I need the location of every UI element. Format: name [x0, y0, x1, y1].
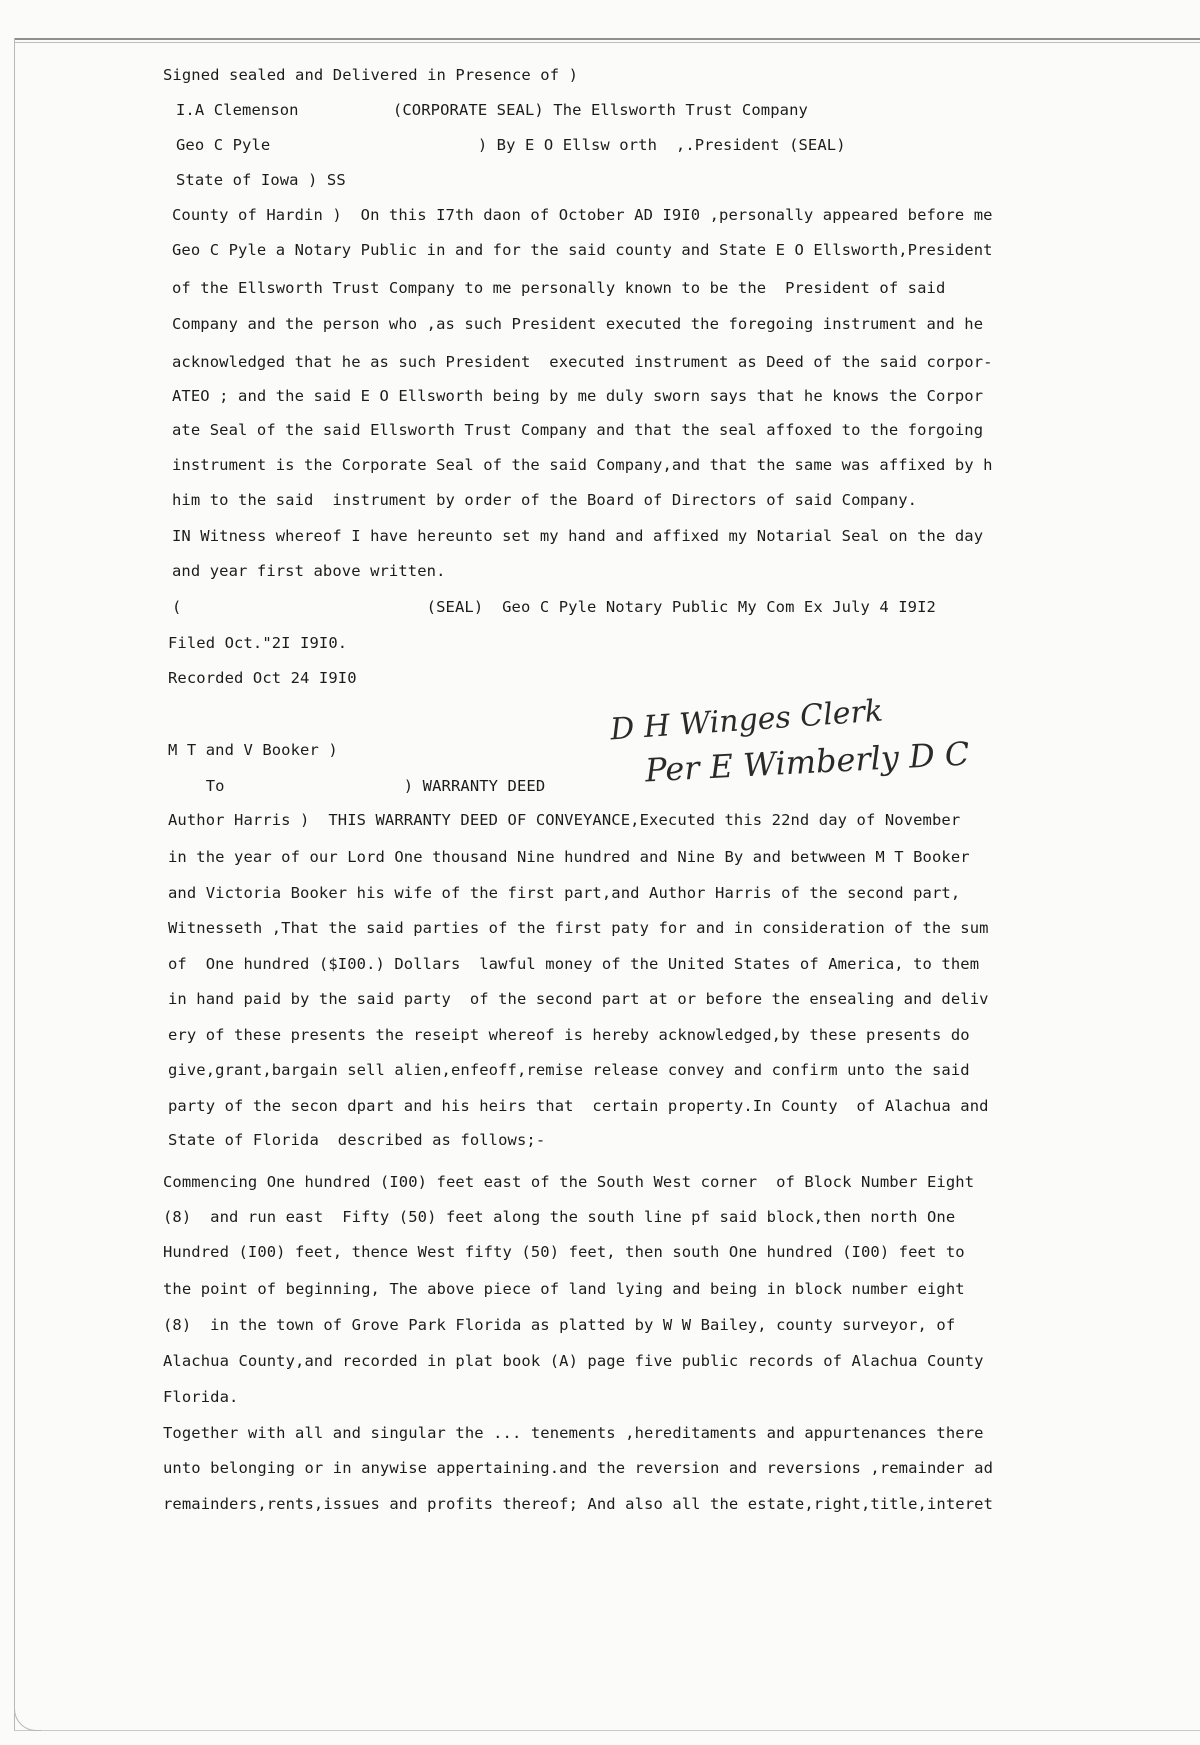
property-description-line: Alachua County,and recorded in plat book (A) page five public records of Alachua County: [163, 1352, 984, 1370]
top-border: [14, 38, 1200, 40]
grantor-line: M T and V Booker ): [168, 741, 338, 759]
witness-pyle-line: Geo C Pyle ) By E O Ellsw orth ,.President (SEAL): [176, 136, 846, 154]
deed-body-line: party of the secon dpart and his heirs that certain property.In County of Alachua and: [168, 1097, 989, 1115]
filed-date: Filed Oct."2I I9I0.: [168, 634, 348, 652]
notary-seal-line: ( (SEAL) Geo C Pyle Notary Public My Com Ex July 4 I9I2: [172, 598, 936, 616]
bottom-left-corner: [14, 1704, 41, 1731]
property-description-line: the point of beginning, The above piece of land lying and being in block number eight: [163, 1280, 965, 1298]
deed-body-line: in hand paid by the said party of the second part at or before the ensealing and deliv: [168, 990, 989, 1008]
habendum-line: Together with all and singular the ... tenements ,hereditaments and appurtenances there: [163, 1424, 984, 1442]
acknowledgment-line: instrument is the Corporate Seal of the said Company,and that the same was affixed by h: [172, 456, 993, 474]
acknowledgment-line: of the Ellsworth Trust Company to me personally known to be the President of said: [172, 279, 946, 297]
deed-body-line: of One hundred ($I00.) Dollars lawful money of the United States of America, to them: [168, 955, 980, 973]
property-description-line: Florida.: [163, 1388, 239, 1406]
deed-body-line: give,grant,bargain sell alien,enfeoff,remise release convey and confirm unto the said: [168, 1061, 970, 1079]
clerk-signature: D H Winges Clerk: [609, 693, 885, 748]
notary-line: Geo C Pyle a Notary Public in and for the said county and State E O Ellsworth,President: [172, 241, 993, 259]
to-warranty-deed-line: To ) WARRANTY DEED: [168, 777, 546, 795]
in-witness-line: and year first above written.: [172, 562, 446, 580]
witness-clemenson-line: I.A Clemenson (CORPORATE SEAL) The Ellsworth Trust Company: [176, 101, 808, 119]
acknowledgment-line: acknowledged that he as such President executed instrument as Deed of the said corpor-: [172, 353, 993, 371]
in-witness-line: IN Witness whereof I have hereunto set my hand and affixed my Notarial Seal on the day: [172, 527, 984, 545]
property-description-line: (8) in the town of Grove Park Florida as platted by W W Bailey, county surveyor, of: [163, 1316, 956, 1334]
deed-body-line: and Victoria Booker his wife of the first part,and Author Harris of the second part,: [168, 884, 961, 902]
habendum-line: unto belonging or in anywise appertaining.and the reversion and reversions ,remainder ad: [163, 1459, 993, 1477]
bottom-border: [14, 1730, 1200, 1731]
acknowledgment-line: Company and the person who ,as such President executed the foregoing instrument and he: [172, 315, 984, 333]
deed-body-line: ery of these presents the reseipt whereof is hereby acknowledged,by these presents do: [168, 1026, 970, 1044]
acknowledgment-line: him to the said instrument by order of the Board of Directors of said Company.: [172, 491, 918, 509]
state-line: State of Iowa ) SS: [176, 171, 346, 189]
habendum-line: remainders,rents,issues and profits thereof; And also all the estate,right,title,interet: [163, 1495, 993, 1513]
top-border-inner: [14, 42, 1200, 43]
deputy-clerk-signature: Per E Wimberly D C: [644, 734, 971, 790]
county-line: County of Hardin ) On this I7th daon of October AD I9I0 ,personally appeared before me: [172, 206, 993, 224]
left-border: [14, 38, 15, 1731]
property-description-line: (8) and run east Fifty (50) feet along the south line pf said block,then north One: [163, 1208, 956, 1226]
recorded-date: Recorded Oct 24 I9I0: [168, 669, 357, 687]
deed-body-line: in the year of our Lord One thousand Nine hundred and Nine By and betwween M T Booker: [168, 848, 970, 866]
acknowledgment-line: ATEO ; and the said E O Ellsworth being by me duly sworn says that he knows the Corpor: [172, 387, 984, 405]
property-description-line: Hundred (I00) feet, thence West fifty (50) feet, then south One hundred (I00) feet to: [163, 1243, 965, 1261]
deed-body-line: State of Florida described as follows;-: [168, 1131, 546, 1149]
acknowledgment-line: ate Seal of the said Ellsworth Trust Company and that the seal affoxed to the forgoing: [172, 421, 984, 439]
deed-body-line: Witnesseth ,That the said parties of the first paty for and in consideration of the sum: [168, 919, 989, 937]
property-description-line: Commencing One hundred (I00) feet east of the South West corner of Block Number Eight: [163, 1173, 975, 1191]
signed-in-presence-line: Signed sealed and Delivered in Presence of ): [163, 66, 578, 84]
deed-body-line: Author Harris ) THIS WARRANTY DEED OF CONVEYANCE,Executed this 22nd day of November: [168, 811, 961, 829]
